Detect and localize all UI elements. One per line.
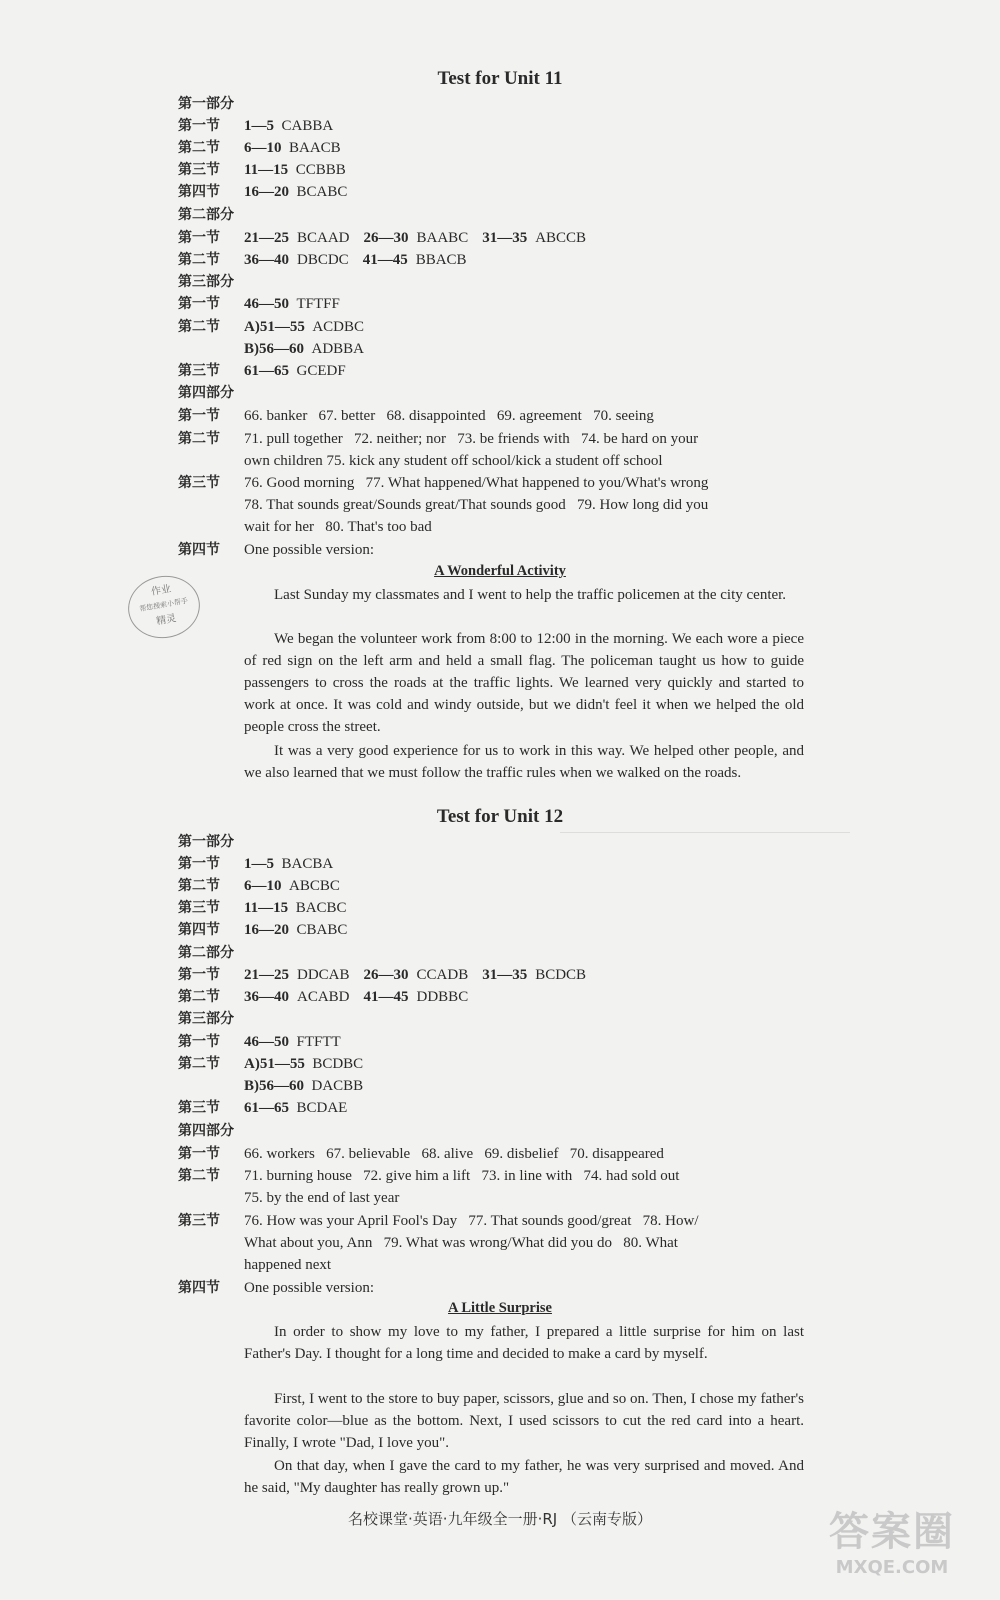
unit11-title: Test for Unit 11 xyxy=(437,68,563,89)
u11-p4-row3b: 78. That sounds great/Sounds great/That sounds good 79. How long did you xyxy=(244,497,709,513)
u12-p4-row4: 第四节 One possible version: xyxy=(178,1280,374,1296)
u12-part4-heading: 第四部分 xyxy=(178,1123,234,1139)
u12-p4-row2: 第二节 71. burning house 72. give him a lift 73. in line with 74. had sold out xyxy=(178,1168,680,1184)
u11-p4-row3c: wait for her 80. That's too bad xyxy=(244,519,432,535)
u11-essay-paragraph: Last Sunday my classmates and I went to help the traffic policemen at the city center. xyxy=(274,587,787,603)
u12-part1-heading: 第一部分 xyxy=(178,834,234,850)
u12-part3-heading: 第三部分 xyxy=(178,1011,234,1027)
u11-p4-row2b: own children 75. kick any student off school/kick a student off school xyxy=(244,453,663,469)
page-footer: 名校课堂·英语·九年级全一册·RJ （云南专版） xyxy=(348,1510,652,1528)
u11-part3-heading: 第三部分 xyxy=(178,274,234,290)
u12-p3-row2b: B)56—60 DACBB xyxy=(244,1078,364,1094)
stamp-logo: 作业 帮您搜索小帮手 精灵 xyxy=(123,570,205,644)
u12-essay-title: A Little Surprise xyxy=(448,1300,552,1316)
unit12-title: Test for Unit 12 xyxy=(436,806,564,827)
u11-essay-paragraph: It was a very good experience for us to work in this way. We helped other people, and we also learned that we must follow the traffic rules when we walked on the roads. xyxy=(244,743,804,781)
u11-p2-row2: 第二节 36—40 DBCDC 41—45 BBACB xyxy=(178,252,467,268)
u11-p4-row4: 第四节 One possible version: xyxy=(178,542,374,558)
u12-p1-row: 第四节 16—20 CBABC xyxy=(178,922,348,938)
u12-p2-row1: 第一节 21—25 DDCAB 26—30 CCADB 31—35 BCDCB xyxy=(178,967,587,983)
u11-p1-row: 第一节 1—5 CABBA xyxy=(178,118,334,134)
u11-essay-paragraph: We began the volunteer work from 8:00 to 12:00 in the morning. We each wore a piece of red sign on the left arm and held a small flag. The policeman taught us how to guide passengers to cross the roads at the traffic lights. We learned very quickly and started to work at once. It was cold and windy outside, but we didn't feel it when we helped the old people cross the street. xyxy=(244,631,804,735)
u11-essay-title: A Wonderful Activity xyxy=(434,563,566,579)
u12-p2-row2: 第二节 36—40 ACABD 41—45 DDBBC xyxy=(178,989,469,1005)
u11-p2-row1: 第一节 21—25 BCAAD 26—30 BAABC 31—35 ABCCB xyxy=(178,230,587,246)
u12-essay-paragraph: In order to show my love to my father, I prepared a little surprise for him on last Father's Day. I thought for a long time and decided to make a card by myself. xyxy=(244,1324,804,1362)
u11-p4-row1: 第一节 66. banker 67. better 68. disappointed 69. agreement 70. seeing xyxy=(178,408,654,424)
u11-p3-row1: 第一节 46—50 TFTFF xyxy=(178,296,340,312)
u12-p4-row3c: happened next xyxy=(244,1257,332,1273)
u12-p3-row1: 第一节 46—50 FTFTT xyxy=(178,1034,341,1050)
watermark-logo: 答案圈 MXQE.COM xyxy=(829,1509,955,1578)
u11-part2-heading: 第二部分 xyxy=(178,207,234,223)
u11-p1-row: 第四节 16—20 BCABC xyxy=(178,184,348,200)
u11-p1-row: 第三节 11—15 CCBBB xyxy=(178,162,346,178)
divider xyxy=(560,832,850,833)
u11-part4-heading: 第四部分 xyxy=(178,385,234,401)
u12-p3-row3: 第三节 61—65 BCDAE xyxy=(178,1100,348,1116)
u11-p4-row2: 第二节 71. pull together 72. neither; nor 73. be friends with 74. be hard on your xyxy=(178,431,699,447)
u12-p1-row: 第二节 6—10 ABCBC xyxy=(178,878,340,894)
u12-p4-row3b: What about you, Ann 79. What was wrong/What did you do 80. What xyxy=(244,1235,678,1251)
u12-p1-row: 第一节 1—5 BACBA xyxy=(178,856,334,872)
u12-part2-heading: 第二部分 xyxy=(178,945,234,961)
u11-p3-row2: 第二节 A)51—55 ACDBC xyxy=(178,319,365,335)
u11-p3-row3: 第三节 61—65 GCEDF xyxy=(178,363,346,379)
u11-part1-heading: 第一部分 xyxy=(178,96,234,112)
u12-p4-row3: 第三节 76. How was your April Fool's Day 77. That sounds good/great 78. How/ xyxy=(178,1213,699,1229)
u12-essay-paragraph: First, I went to the store to buy paper, scissors, glue and so on. Then, I chose my father's favorite color—blue as the bottom. Next, I used scissors to cut the red card into a heart. Finally, I wrote "Dad, I love you". xyxy=(244,1391,804,1451)
u12-p1-row: 第三节 11—15 BACBC xyxy=(178,900,347,916)
u12-essay-paragraph: On that day, when I gave the card to my father, he was very surprised and moved. And he said, "My daughter has really grown up." xyxy=(244,1458,804,1496)
u12-p3-row2: 第二节 A)51—55 BCDBC xyxy=(178,1056,364,1072)
u11-p3-row2b: B)56—60 ADBBA xyxy=(244,341,365,357)
u11-p1-row: 第二节 6—10 BAACB xyxy=(178,140,341,156)
u12-p4-row1: 第一节 66. workers 67. believable 68. alive 69. disbelief 70. disappeared xyxy=(178,1146,664,1162)
u11-p4-row3: 第三节 76. Good morning 77. What happened/What happened to you/What's wrong xyxy=(178,475,709,491)
u12-p4-row2b: 75. by the end of last year xyxy=(244,1190,400,1206)
